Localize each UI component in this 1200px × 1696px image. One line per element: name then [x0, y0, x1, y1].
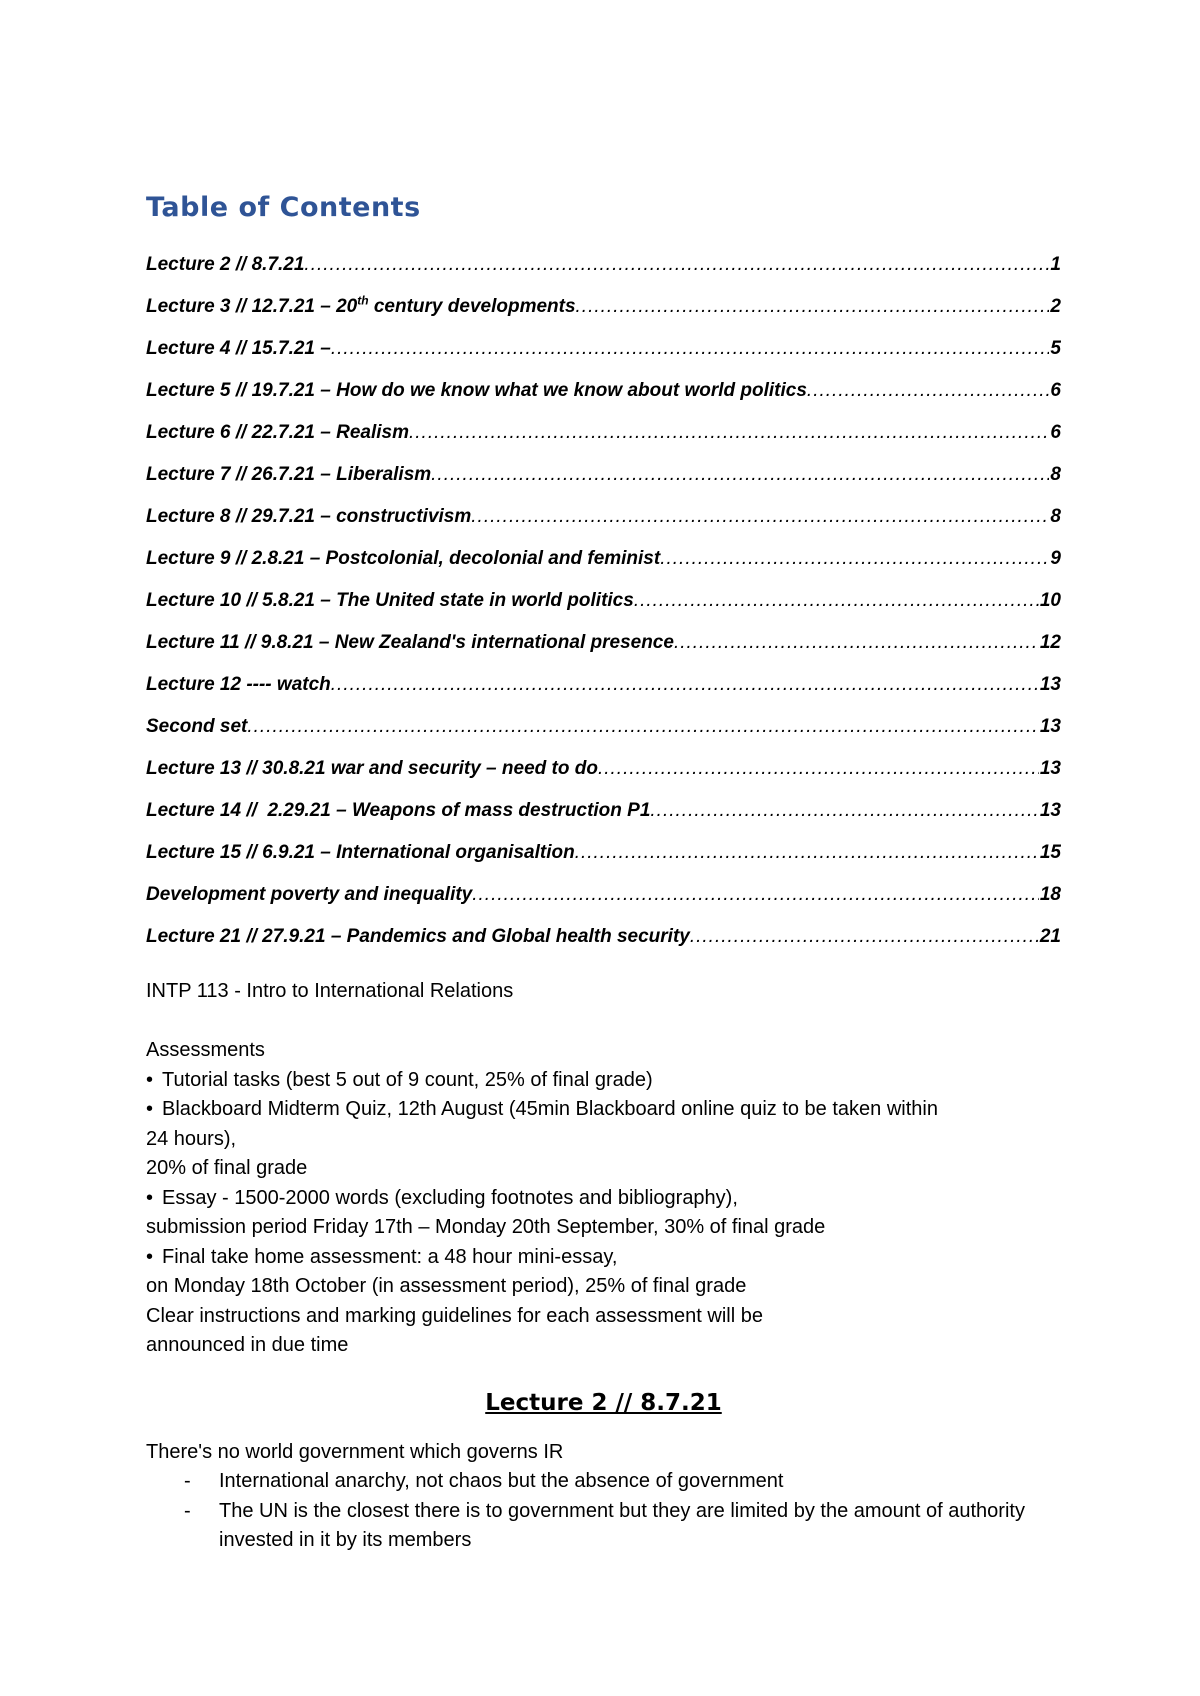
toc-dot-leader — [409, 412, 1049, 454]
toc-entry-page: 13 — [1039, 758, 1061, 779]
lecture-2-heading: Lecture 2 // 8.7.21 — [485, 1389, 722, 1416]
toc-entry-title: Second set — [146, 716, 248, 737]
toc-entry-title: Lecture 13 // 30.8.21 war and security – need to do — [146, 758, 598, 779]
toc-entry-page: 5 — [1050, 338, 1061, 359]
toc-entry-title: Lecture 6 // 22.7.21 – Realism — [146, 422, 409, 443]
assessment-line — [146, 1243, 1061, 1273]
toc-entry-title: Lecture 8 // 29.7.21 – constructivism — [146, 506, 472, 527]
toc-entry-title — [146, 286, 576, 328]
assessment-line: announced in due time — [146, 1334, 349, 1356]
assessment-line: Clear instructions and marking guidelines for each assessment will be — [146, 1304, 763, 1327]
toc-entry-title-end: century developments — [368, 296, 576, 317]
assessment-text: Tutorial tasks (best 5 out of 9 count, 25% of final grade) — [162, 1068, 653, 1091]
assessment-line: 20% of final grade — [146, 1157, 308, 1179]
lecture-2-points — [146, 1467, 1061, 1556]
toc-entry[interactable] — [146, 790, 1061, 832]
toc-entry[interactable] — [146, 748, 1061, 790]
toc-entry-page: 21 — [1039, 926, 1061, 947]
toc-dot-leader — [650, 790, 1038, 832]
list-item — [146, 1497, 1061, 1556]
lecture-2-intro: There's no world government which governs IR — [146, 1440, 564, 1463]
toc-entry[interactable] — [146, 496, 1061, 538]
toc-entry-page: 13 — [1039, 716, 1061, 737]
course-title: INTP 113 - Intro to International Relations — [146, 980, 514, 1002]
toc-entry-page: 6 — [1050, 380, 1061, 401]
toc-entry[interactable] — [146, 328, 1061, 370]
assessment-text: Final take home assessment: a 48 hour mini-essay, — [162, 1245, 618, 1268]
toc-list — [146, 244, 1061, 958]
toc-entry-page: 13 — [1039, 800, 1061, 821]
dash-icon: - — [184, 1499, 191, 1522]
bullet-icon: • — [146, 1068, 154, 1091]
toc-dot-leader — [247, 706, 1038, 748]
toc-entry-page: 2 — [1050, 296, 1061, 317]
toc-entry[interactable] — [146, 412, 1061, 454]
toc-entry-title: Lecture 14 // 2.29.21 – Weapons of mass destruction P1 — [146, 800, 651, 821]
assessments-heading: Assessments — [146, 1039, 265, 1061]
toc-dot-leader — [575, 832, 1039, 874]
assessment-line — [146, 1066, 1061, 1096]
toc-entry[interactable] — [146, 874, 1061, 916]
toc-dot-leader — [660, 538, 1049, 580]
toc-dot-leader — [304, 244, 1049, 286]
assessments-section — [146, 1036, 1061, 1361]
toc-entry-page: 12 — [1039, 632, 1061, 653]
dash-icon: - — [184, 1470, 191, 1493]
toc-dot-leader — [634, 580, 1039, 622]
toc-dot-leader — [690, 916, 1039, 958]
assessment-line: on Monday 18th October (in assessment period), 25% of final grade — [146, 1275, 747, 1297]
toc-entry-page: 9 — [1050, 548, 1061, 569]
toc-entry-page: 15 — [1039, 842, 1061, 863]
toc-entry-page: 1 — [1050, 254, 1061, 275]
list-item-text: The UN is the closest there is to government but they are limited by the amount of authority invested in it by its members — [219, 1499, 1025, 1552]
toc-entry-title-start: Lecture 3 // 12.7.21 – 20 — [146, 296, 358, 317]
bullet-icon: • — [146, 1098, 154, 1120]
bullet-icon: • — [146, 1245, 154, 1268]
ordinal-superscript: th — [357, 293, 369, 308]
toc-entry-title: Lecture 11 // 9.8.21 – New Zealand's international presence — [146, 632, 674, 653]
assessment-line: 24 hours), — [146, 1127, 237, 1150]
toc-entry[interactable] — [146, 622, 1061, 664]
toc-dot-leader — [331, 664, 1039, 706]
toc-entry-page: 18 — [1039, 884, 1061, 905]
assessment-line — [146, 1095, 1061, 1125]
assessment-text: Essay - 1500-2000 words (excluding footnotes and bibliography), — [162, 1186, 738, 1209]
toc-entry-page: 10 — [1039, 590, 1061, 611]
toc-entry-page: 8 — [1050, 506, 1061, 527]
toc-dot-leader — [472, 874, 1039, 916]
document-page — [146, 190, 1061, 1556]
assessment-text: Blackboard Midterm Quiz, 12th August (45min Blackboard online quiz to be taken within — [162, 1098, 938, 1120]
toc-entry-title: Lecture 7 // 26.7.21 – Liberalism — [146, 464, 432, 485]
toc-entry[interactable] — [146, 580, 1061, 622]
toc-entry-page: 13 — [1039, 674, 1061, 695]
assessment-line — [146, 1184, 1061, 1214]
toc-entry-title: Lecture 12 ---- watch — [146, 674, 331, 695]
assessment-line: submission period Friday 17th – Monday 20th September, 30% of final grade — [146, 1216, 826, 1238]
toc-dot-leader — [331, 328, 1050, 370]
toc-entry-title: Lecture 10 // 5.8.21 – The United state in world politics — [146, 590, 634, 611]
toc-dot-leader — [598, 748, 1039, 790]
toc-entry[interactable] — [146, 244, 1061, 286]
list-item — [146, 1467, 1061, 1497]
toc-entry[interactable] — [146, 370, 1061, 412]
toc-entry-title: Lecture 5 // 19.7.21 – How do we know what we know about world politics — [146, 380, 807, 401]
toc-entry[interactable] — [146, 832, 1061, 874]
toc-entry-page: 6 — [1050, 422, 1061, 443]
toc-entry-title: Lecture 4 // 15.7.21 – — [146, 338, 331, 359]
toc-dot-leader — [471, 496, 1049, 538]
toc-entry[interactable] — [146, 538, 1061, 580]
toc-heading: Table of Contents — [146, 192, 421, 223]
toc-dot-leader — [431, 454, 1049, 496]
toc-entry[interactable] — [146, 454, 1061, 496]
toc-entry-title: Lecture 15 // 6.9.21 – International organisaltion — [146, 842, 575, 863]
toc-entry[interactable] — [146, 286, 1061, 328]
toc-entry-title: Lecture 21 // 27.9.21 – Pandemics and Global health security — [146, 926, 690, 947]
list-item-text: International anarchy, not chaos but the absence of government — [219, 1470, 784, 1493]
toc-dot-leader — [674, 622, 1039, 664]
toc-entry[interactable] — [146, 664, 1061, 706]
toc-dot-leader — [576, 286, 1050, 328]
bullet-icon: • — [146, 1186, 154, 1209]
toc-entry-page: 8 — [1050, 464, 1061, 485]
toc-entry-title: Development poverty and inequality — [146, 884, 473, 905]
toc-entry[interactable] — [146, 706, 1061, 748]
toc-dot-leader — [807, 370, 1050, 412]
toc-entry-title: Lecture 9 // 2.8.21 – Postcolonial, decolonial and feminist — [146, 548, 661, 569]
toc-entry[interactable] — [146, 916, 1061, 958]
toc-entry-title: Lecture 2 // 8.7.21 — [146, 254, 305, 275]
